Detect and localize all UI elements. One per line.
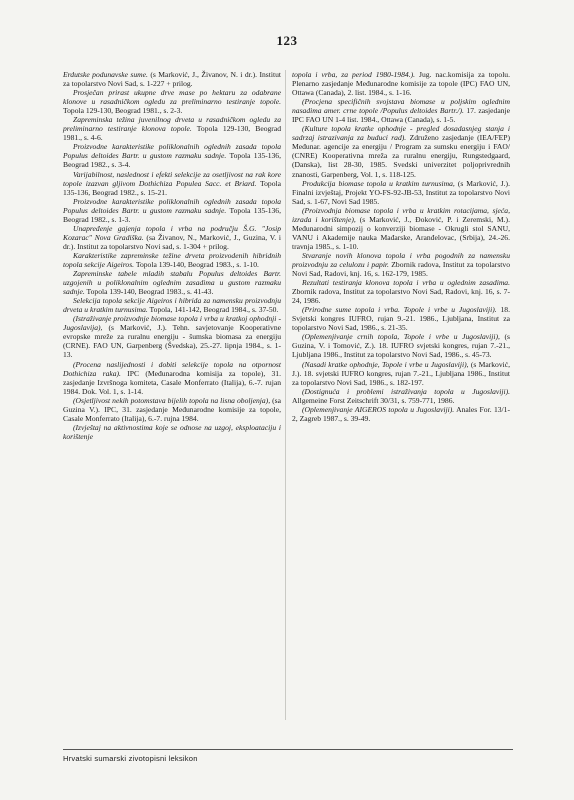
entry-title: (Nasadi kratke ophodnje, Topole i vrbe u Jugoslaviji),: [302, 359, 469, 369]
entry-title: Produkcija biomase topola u kratkim turnusima,: [302, 178, 455, 188]
entry-title: Varijabilnost, naslednost i efekti selekcije za osetljivost na rak kore topole izazvan gljivom Dothichiza Populea Sacc. et Briard.: [63, 169, 281, 188]
entry-title: Stvaranje novih klonova topola i vrba pogodnih za namensku proizvodnju za celulozu i papir.: [292, 250, 510, 269]
column-divider: [285, 70, 286, 720]
entry-details: Topola 135-136, Beograd 1982., s. 3-4.: [63, 151, 281, 170]
entry-title: Rezultati testiranja klonova topola i vrba u oglednim zasadima.: [302, 278, 510, 288]
entry-title: Proizvodne karakteristike poliklonalnih oglednih zasada topola Populus deltoides Bartr. u gustom razmaku sadnje.: [63, 142, 281, 161]
entry-details: (s Marković, J.). 18. svjetski IUFRO kongres, rujan 7.-21., Ljubljana 1986., Institut za topolarstvo Novi Sad, 1986., s. 182-197.: [292, 359, 510, 387]
entry-details: (s Marković, J., Đoković, P. i Zeremski, M.). Međunarodni simpozij o konverziji biomase - Okrugli stol SANU, VANU i Akademije nauka Mađarske, Aranđelovac, (Srbija), 24.-26. travnja 1985., s. 1-10.: [292, 214, 510, 251]
entry-title: (Proizvodnja biomase topola i vrba u kratkim rotacijama, sjeća, izrada i korištenje),: [292, 205, 510, 224]
entry-title: (Oplemenjivanje crnih topola, Topole i vrbe u Jugoslaviji),: [302, 332, 500, 342]
bibliography-entry: [63, 170, 281, 197]
bibliography-entry: [292, 251, 510, 278]
bibliography-entry: [63, 269, 281, 296]
footer-text: Hrvatski sumarski zivotopisni leksikon: [63, 754, 198, 763]
entry-details: (sa Guzina V.). IPC, 31. zasjedanje Međunarodne komisije za topole, Casale Monferrato (Italija), 6.-7. rujna 1984.: [63, 395, 281, 423]
bibliography-entry: [63, 251, 281, 269]
entry-details: Topola 129-130, Beograd 1981., s. 4-6.: [63, 124, 281, 143]
entry-details: (s Marković, J.). Finalni izvještaj, Projekt YO-FS-92-JB-53, Institut za topolarstvo Novi Sad, s. 1-67, Novi Sad 1985.: [292, 178, 510, 206]
entry-title: (Oplemenjivanje AIGEROS topola u Jugoslaviji).: [302, 404, 455, 414]
entry-title: Karakteristike zapreminske težine drveta proizvodenih hibridnih topola sekcije Aigeiros.: [63, 250, 281, 269]
entry-details: Topola 129-130, Beograd 1981., s. 2-3.: [63, 106, 183, 116]
bibliography-entry: [63, 197, 281, 224]
entry-details: Topola 135-136, Beograd 1982., s. 1-3.: [63, 205, 281, 224]
right-column: [292, 70, 510, 423]
left-column: [63, 70, 281, 441]
entry-title: (Izvještaj na aktivnostima koje se odnose na uzgoj, eksploataciju i korištenje: [63, 422, 281, 441]
bibliography-entry: [292, 387, 510, 405]
entry-details: Zbornik radova, Institut za topolarstvo Novi Sad, Radovi, knj. 16, s. 7-24, 1986.: [292, 287, 510, 306]
bibliography-entry: [292, 360, 510, 387]
bibliography-entry: [292, 70, 510, 97]
entry-title: Unapređenje gajenja topola i vrba na području Š.G. "Josip Kozarac" Nova Gradiška.: [63, 223, 281, 242]
entry-title: Selekcija topola sekcije Aigeiros i hibrida za namensku proizvodnju drveta u kratkim turnusima.: [63, 296, 281, 315]
bibliography-entry: [292, 305, 510, 332]
bibliography-entry: [63, 115, 281, 142]
entry-details: Jug. nac.komisija za topolu. Plenarno zasjedanje Međunarodne komisije za topole (IPC) FAO UN, Ottawa (Canada), 2. list. 1984., s. 1-16.: [292, 70, 510, 98]
entry-title: Zapreminske tabele mladih stabalu Populus deltoides Bartr. uzgojenih u poliklonalnim oglednim zasadima u gustom razmaku sadnje.: [63, 269, 281, 297]
entry-details: (s Marković, J., Živanov, N. i dr.). Institut za topolarstvo Novi Sad, s. 1-227 + prilog.: [63, 70, 281, 89]
bibliography-entry: [292, 97, 510, 124]
bibliography-entry: [63, 70, 281, 88]
entry-title: (Procena naslijednosti i dobiti selekcije topola na otpornost Dothichiza raka).: [63, 359, 281, 378]
bibliography-entry: [63, 224, 281, 251]
entry-details: (sa Živanov, N., Marković, J., Guzina, V. i dr.). Institut za topolarstvo Novi sad, s. 1-304 + prilog.: [63, 232, 281, 251]
bibliography-entry: [63, 423, 281, 441]
entry-details: Zbornik radova, Institut za topolarstvo Novi Sad, Radovi, knj. 16, s. 162-179, 1985.: [292, 259, 510, 279]
entry-title: (Kulture topola kratke ophodnje - pregled dosadasnjeg stanja i sadrzaj istrazivanja za buduci rad).: [292, 124, 510, 143]
bibliography-entry: [292, 206, 510, 251]
entry-title: Erdutske podunavske sume.: [63, 70, 148, 79]
footer-rule: [63, 749, 513, 750]
entry-details: (s Marković, J.). Tehn. savjetovanje Kooperativne evropske mreže za ruralnu energiju - šumska biomasa za energiju (CRNE). FAO UN, Garpenberg (Švedska), 25.-27. lipnja 1984., s. 1-13.: [63, 323, 281, 360]
entry-details: Topola, 141-142, Beograd 1984., s. 37-50.: [147, 305, 279, 315]
bibliography-entry: [63, 360, 281, 396]
entry-details: (s Guzina, V. i Tomović, Z.). 18. IUFRO svjetski kongres, rujan 7.-21., Ljubljana 1986., Institut za topolarstvo Novi Sad, 1986., s. 45-73.: [292, 332, 510, 360]
entry-details: 17. zasjedanje IPC FAO UN 1-4 list. 1984., Ottawa (Canada), s. 1-5.: [292, 106, 510, 125]
bibliography-entry: [292, 124, 510, 178]
bibliography-entry: [63, 396, 281, 423]
entry-title: topola i vrba, za period 1980-1984.).: [292, 70, 416, 79]
entry-details: 18. Svjetski kongres IUFRO, rujan 9.-21. 1986., Ljubljana, Institut za topolarstvo Novi Sad, 1986., s. 21-35.: [292, 305, 510, 333]
entry-title: (Osjetljivost nekih potomstava bijelih topola na lisna oboljenja),: [73, 395, 271, 405]
entry-title: Zapreminska težina juvenilnog drveta u rasadničkom ogledu za preliminarno testiranje klonova topole.: [63, 115, 281, 134]
bibliography-entry: [292, 332, 510, 359]
entry-details: Združeno zasjedanje (IEA/FEP) Međunar. agencije za energiju / Program za sumsku energiju i FAO/ (CNRE) Kooperativna mreža za ruralnu energiju, Rungstedgaard, (Danska), list 28-30, 1985. Svedski univerzitet poljoprivrednih znanosti, Garpenberg, Vol. 1, s. 118-125.: [292, 133, 510, 179]
entry-details: Anales For. 13/1-2, Zagreb 1987., s. 39-49.: [292, 404, 510, 423]
bibliography-entry: [292, 405, 510, 423]
page-number: 123: [276, 33, 298, 48]
entry-details: Topola 139-140, Beograd 1983., s. 41-43.: [84, 287, 214, 297]
entry-title: (Procjena specifičnih svojstava biomase u poljskim oglednim nasadima amer. crne topole /Populus deltoides Bartr./).: [292, 97, 510, 116]
entry-title: (Dostignuća i problemi istraživanja topola u Jugoslaviji).: [302, 386, 510, 396]
bibliography-entry: [292, 179, 510, 206]
entry-title: Proizvodne karakteristike poliklonalnih oglednih zasada topola Populus deltoides Bartr. u gustom razmaku sadnje.: [63, 196, 281, 215]
bibliography-entry: [63, 314, 281, 359]
entry-title: Prosječan prirast ukupne drve mase po hektaru za odabrane klonove u rasadničkom ogledu za preliminarno testiranje topole.: [63, 88, 281, 107]
bibliography-entry: [63, 142, 281, 169]
entry-title: (Prirodne sume topola i vrba. Topole i vrbe u Jugoslaviji).: [302, 305, 497, 315]
entry-details: IPC (Međunarodna komisija za topole), 31. zasjedanje Izvršnoga komiteta, Casale Monferrato (Italija), 6.-7. rujan 1984. Dok. Vol. 1, s. 1-14.: [63, 368, 281, 396]
bibliography-entry: [63, 296, 281, 314]
entry-title: (Istraživanje proizvodnje biomase topola i vrba u kratkoj ophodnji - Jugoslavija),: [63, 314, 281, 333]
bibliography-entry: [63, 88, 281, 115]
entry-details: Allgemeine Forst Zeitschrift 30/31, s. 759-771, 1986.: [292, 395, 455, 405]
bibliography-entry: [292, 278, 510, 305]
entry-details: Topola 135-136, Beograd 1982., s. 15-21.: [63, 178, 281, 197]
entry-details: Topola 139-140, Beograd 1983., s. 1-10.: [134, 259, 259, 269]
